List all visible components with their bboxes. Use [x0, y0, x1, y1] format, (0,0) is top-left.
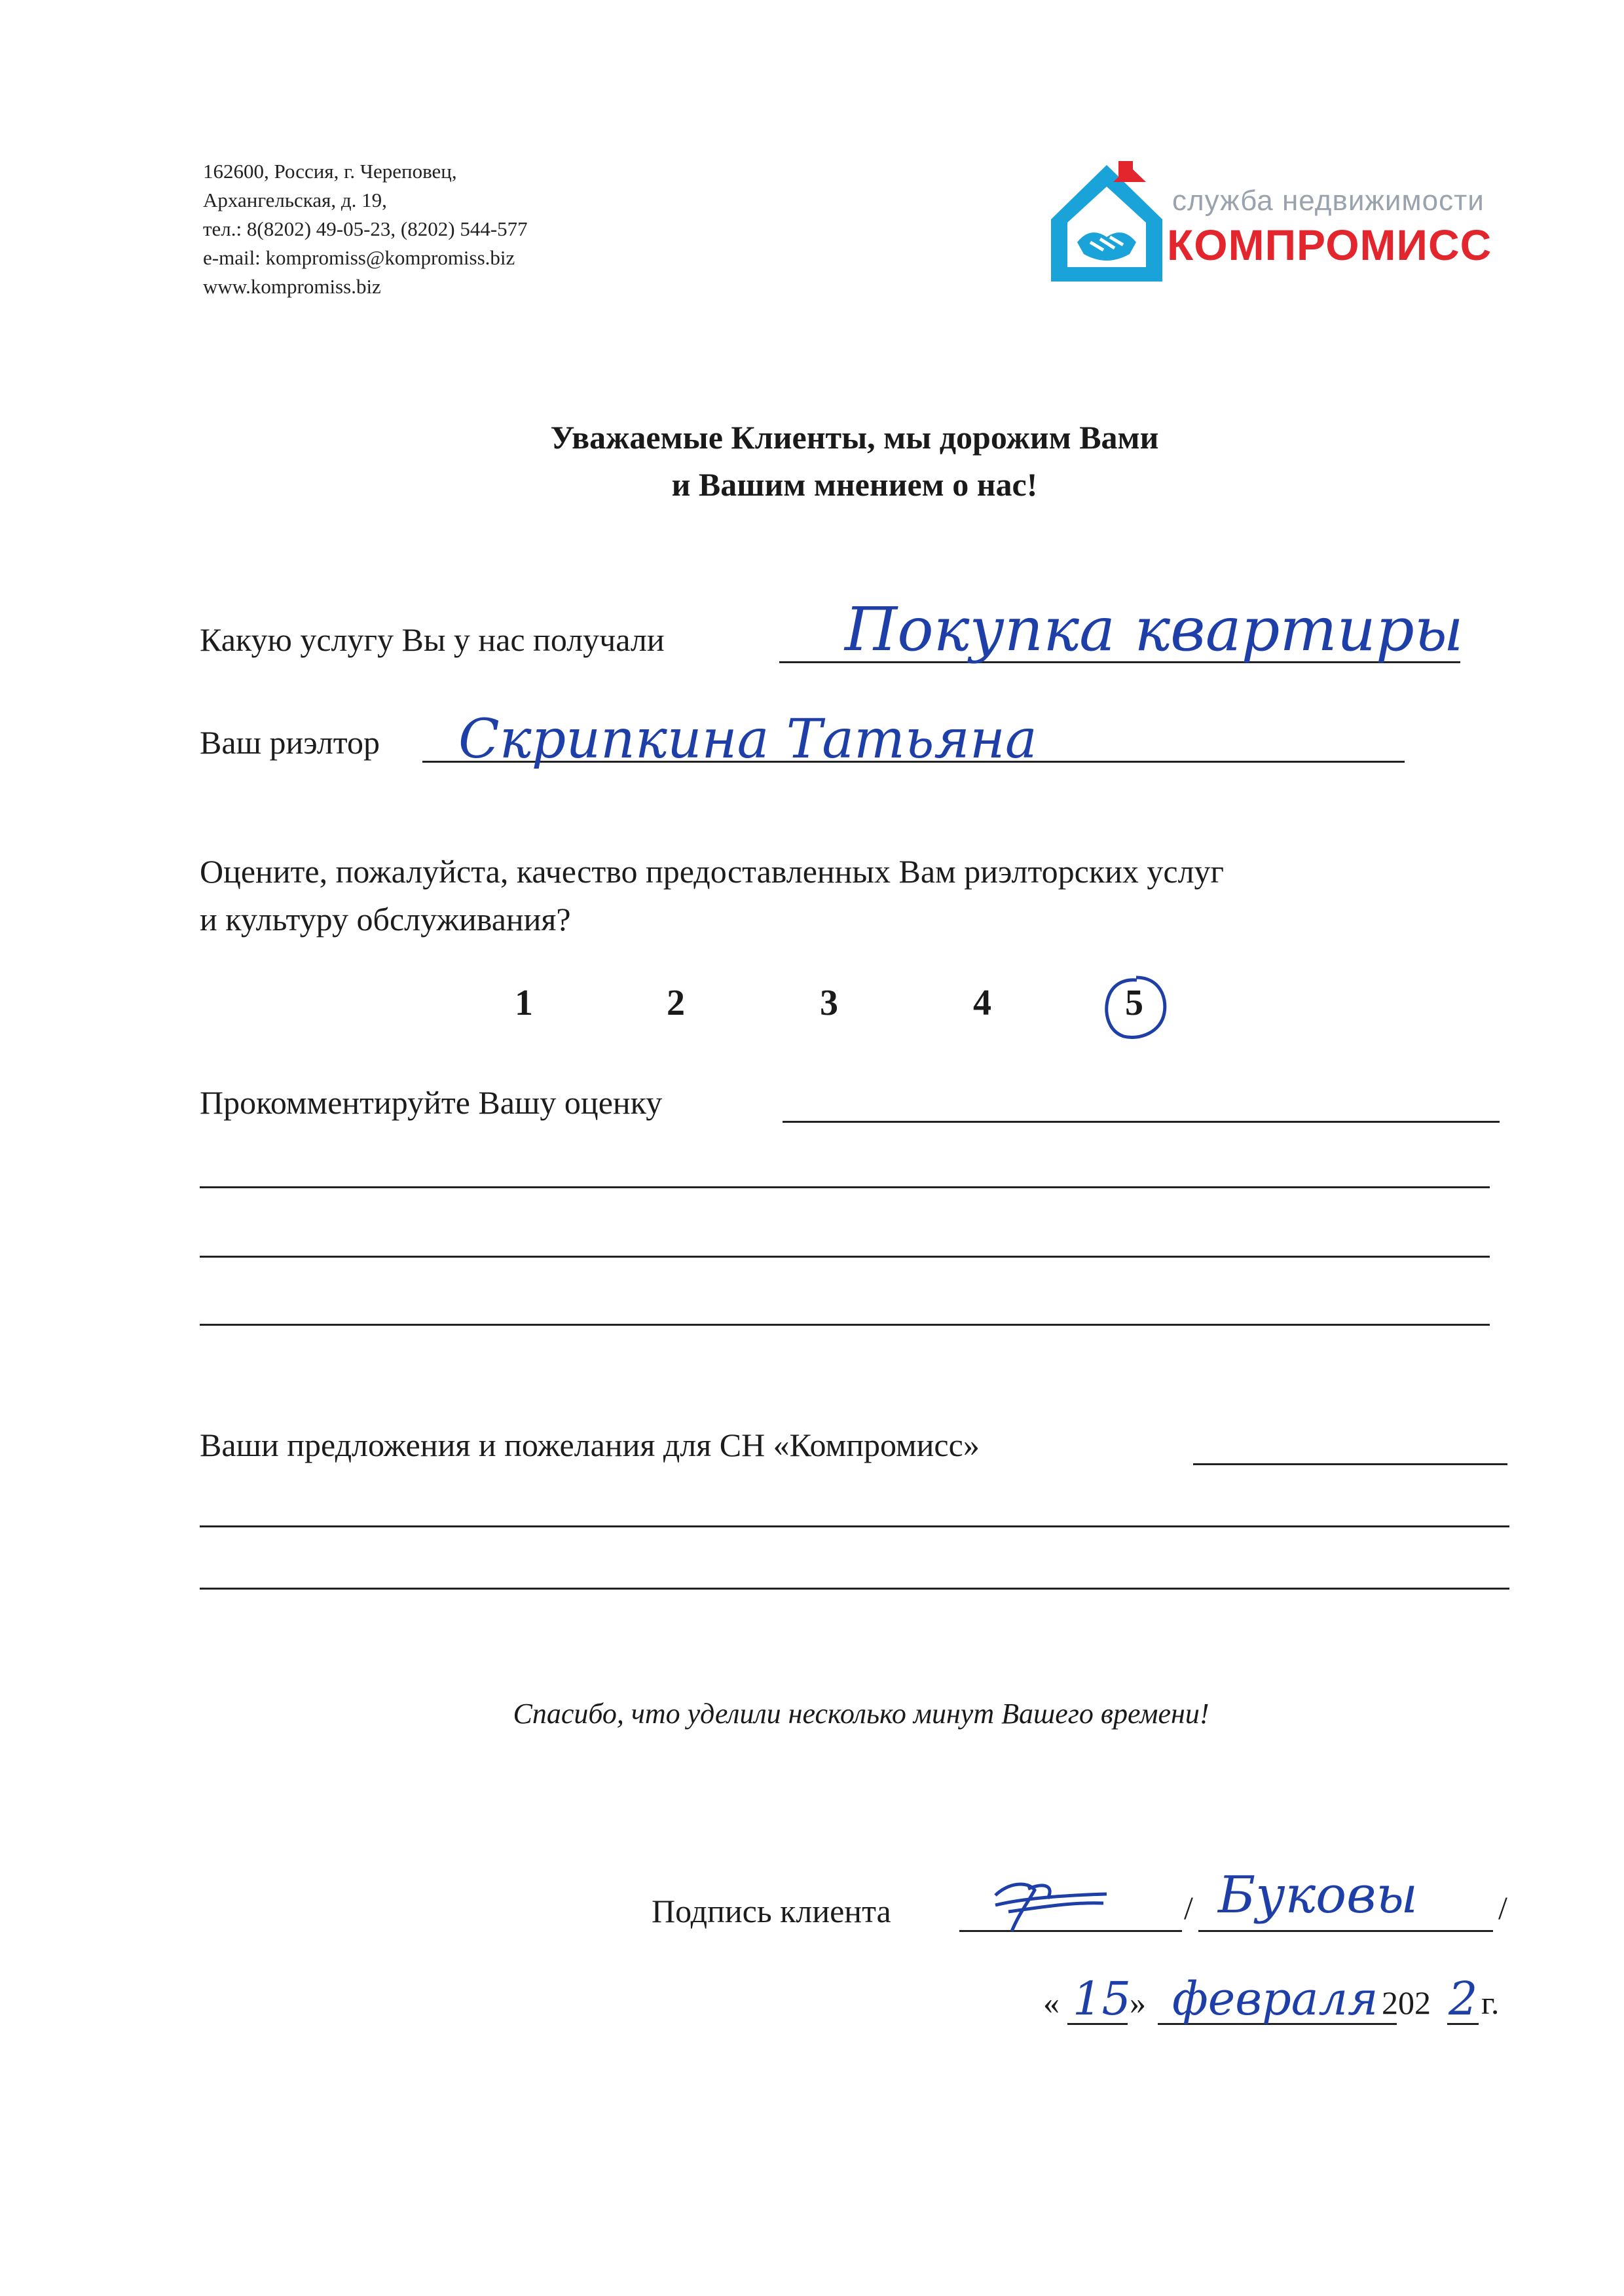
- rating-option-1[interactable]: 1: [515, 983, 533, 1023]
- signature-slash-right: /: [1498, 1889, 1507, 1926]
- logo-subtitle: служба недвижимости: [1172, 185, 1485, 217]
- client-signature-icon: [982, 1876, 1113, 1935]
- realtor-value[interactable]: Скрипкина Татьяна: [458, 708, 1037, 771]
- rating-option-2[interactable]: 2: [667, 983, 685, 1023]
- website-line: www.kompromiss.biz: [203, 275, 381, 298]
- service-value[interactable]: Покупка квартиры: [845, 594, 1464, 665]
- house-handshake-icon: [1041, 151, 1172, 295]
- service-label: Какую услугу Вы у нас получали: [200, 621, 665, 658]
- company-address: [203, 157, 528, 301]
- day-underline: [1067, 2023, 1128, 2025]
- suggestions-label: Ваши предложения и пожелания для СН «Компромисс»: [200, 1427, 980, 1463]
- year-prefix: 202: [1382, 1984, 1431, 2021]
- comment-label: Прокомментируйте Вашу оценку: [200, 1084, 663, 1121]
- rating-option-5[interactable]: 5: [1125, 983, 1143, 1023]
- comment-line[interactable]: [200, 1256, 1490, 1258]
- page-title: [0, 414, 1624, 508]
- comment-line[interactable]: [783, 1121, 1500, 1123]
- comment-line[interactable]: [200, 1324, 1490, 1326]
- suggestions-line[interactable]: [1193, 1463, 1507, 1465]
- date-open-quote: «: [1043, 1984, 1060, 2021]
- date-month[interactable]: февраля: [1172, 1972, 1378, 2026]
- address-line: Архангельская, д. 19,: [203, 189, 387, 211]
- realtor-label: Ваш риэлтор: [200, 724, 380, 761]
- suggestions-line[interactable]: [200, 1525, 1509, 1527]
- name-underline: [1198, 1930, 1493, 1932]
- year-suffix: г.: [1481, 1984, 1500, 2021]
- rating-question-line-1: Оцените, пожалуйста, качество предоставленных Вам риэлторских услуг: [200, 853, 1225, 890]
- address-line: 162600, Россия, г. Череповец,: [203, 160, 457, 183]
- rating-question-line-2: и культуру обслуживания?: [200, 901, 571, 938]
- rating-option-4[interactable]: 4: [973, 983, 991, 1023]
- rating-selected-circle: [1100, 972, 1172, 1044]
- signature-label: Подпись клиента: [652, 1893, 891, 1929]
- client-name[interactable]: Буковы: [1218, 1866, 1418, 1925]
- year-digit[interactable]: 2: [1449, 1972, 1478, 2026]
- logo-name: КОМПРОМИСС: [1167, 221, 1492, 269]
- title-line-1: Уважаемые Клиенты, мы дорожим Вами: [550, 419, 1159, 456]
- signature-slash-left: /: [1184, 1889, 1193, 1926]
- thanks-note: Спасибо, что уделили несколько минут Вашего времени!: [513, 1698, 1209, 1730]
- title-line-2: и Вашим мнением о нас!: [671, 466, 1038, 503]
- email-line: e-mail: kompromiss@kompromiss.biz: [203, 246, 515, 269]
- suggestions-line[interactable]: [200, 1588, 1509, 1590]
- date-close-quote: »: [1130, 1984, 1146, 2021]
- rating-option-3[interactable]: 3: [820, 983, 838, 1023]
- phone-line: тел.: 8(8202) 49-05-23, (8202) 544-577: [203, 217, 528, 240]
- date-day[interactable]: 15: [1073, 1972, 1132, 2026]
- comment-line[interactable]: [200, 1186, 1490, 1188]
